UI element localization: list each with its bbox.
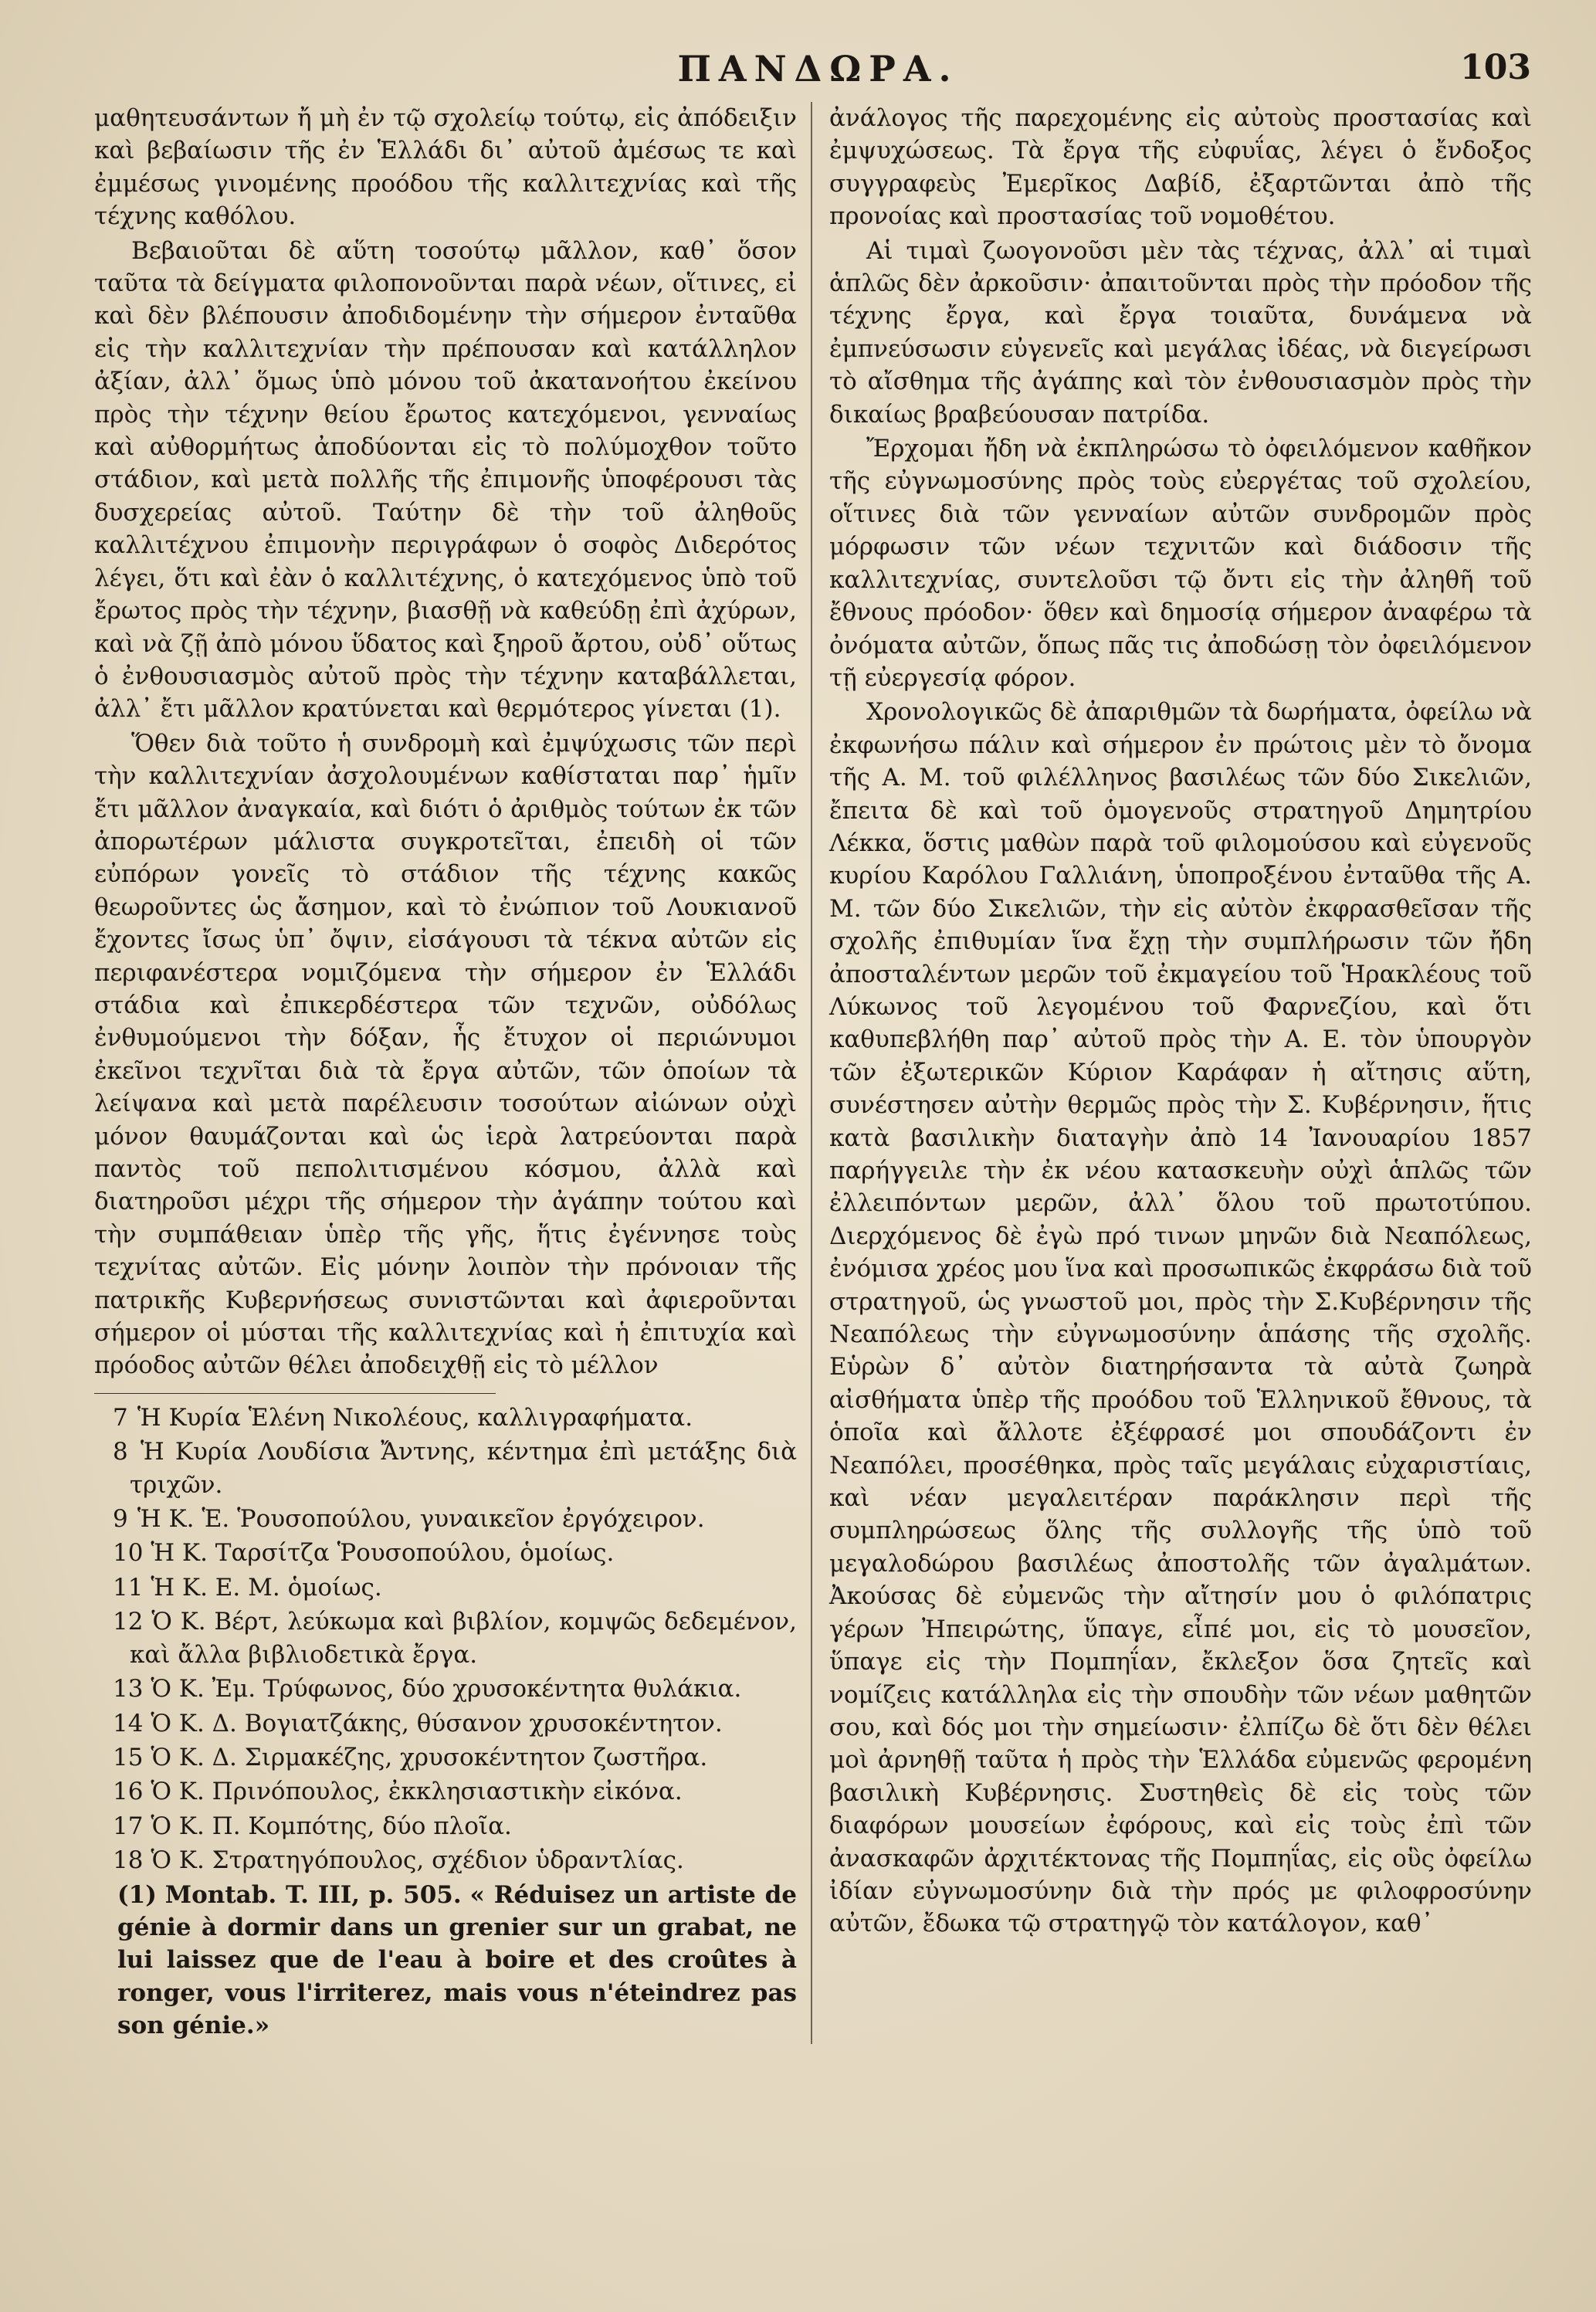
- donor-text: Ὁ Κ. Βέρτ, λεύκωμα καὶ βιβλίον, κομψῶς δεδεμένον, καὶ ἄλλα βιβλιοδετικὰ ἔργα.: [130, 1608, 797, 1669]
- source-marker: (1): [117, 1880, 157, 1909]
- two-column-body: [94, 102, 1542, 2044]
- donor-item: [94, 1436, 797, 1501]
- donor-text: Ὁ Κ. Δ. Σιρμακέζης, χρυσοκέντητον ζωστῆρα.: [151, 1743, 708, 1771]
- donor-number: 13: [113, 1675, 144, 1703]
- donor-text: Ἡ Κυρία Λουδίσια Ἄντνης, κέντημα ἐπὶ μετάξης διὰ τριχῶν.: [130, 1438, 798, 1499]
- donor-text: Ἡ Κυρία Ἑλένη Νικολέους, καλλιγραφήματα.: [137, 1403, 693, 1432]
- donor-number: 15: [113, 1743, 144, 1771]
- source-quote: « Réduisez un artiste de génie à dormir dans un grenier sur un grabat, ne lui laissez que de l'eau à boire et des croûtes à ronger, vous l'irriterez, mais vous n'éteindrez pas son génie.»: [117, 1880, 797, 2040]
- donor-item: [94, 1775, 797, 1808]
- page-header: [94, 48, 1542, 102]
- donor-text: Ἡ Κ. Ε. Μ. ὁμοίως.: [151, 1573, 382, 1602]
- left-paragraph-1: μαθητευσάντων ἤ μὴ ἐν τῷ σχολείῳ τούτῳ, εἰς ἀπόδειξιν καὶ βεβαίωσιν τῆς ἐν Ἑλλάδι δι᾽ αὐτοῦ ἀμέσως τε καὶ ἐμμέσως γινομένης προόδου τῆς καλλιτεχνίας καὶ τῆς τέχνης καθόλου.: [94, 104, 797, 231]
- right-column: [829, 102, 1532, 1942]
- donor-item: [94, 1402, 797, 1434]
- donor-item: [94, 1673, 797, 1705]
- page-number: 103: [1460, 48, 1531, 87]
- donor-item: [94, 1605, 797, 1671]
- donor-text: Ὁ Κ. Π. Κομπότης, δύο πλοῖα.: [151, 1812, 512, 1840]
- donor-number: 11: [113, 1573, 144, 1602]
- donor-number: 16: [113, 1778, 144, 1806]
- donor-number: 10: [113, 1539, 144, 1568]
- running-title: ΠΑΝΔΩΡΑ.: [677, 48, 959, 90]
- column-divider: [811, 102, 812, 2044]
- donor-text: Ὁ Κ. Ἐμ. Τρύφωνος, δύο χρυσοκέντητα θυλάκια.: [151, 1675, 742, 1703]
- donor-number: 9: [113, 1505, 128, 1534]
- donor-item: [94, 1571, 797, 1604]
- donor-number: 12: [113, 1608, 144, 1636]
- donor-item: [94, 1741, 797, 1774]
- right-paragraph-4: Χρονολογικῶς δὲ ἀπαριθμῶν τὰ δωρήματα, ὀφείλω νὰ ἐκφωνήσω πάλιν καὶ σήμερον ἐν πρώτοις μὲν τὸ ὄνομα τῆς Α. Μ. τοῦ φιλέλληνος βασιλέως τῶν δύο Σικελιῶν, ἔπειτα δὲ καὶ τοῦ ὁμογενοῦς στρατηγοῦ Δημητρίου Λέκκα, ὅστις μαθὼν παρὰ τοῦ φιλομούσου καὶ εὐγενοῦς κυρίου Καρόλου Γαλλιάνη, ὑποπροξένου ἐνταῦθα τῆς Α. Μ. τῶν δύο Σικελιῶν, τὴν εἰς αὐτὸν ἐκφρασθεῖσαν τῆς σχολῆς ἐπιθυμίαν ἵνα ἔχῃ τὴν συμπλήρωσιν τῶν ἤδη ἀποσταλέντων μερῶν τοῦ ἐκμαγείου τοῦ Ἡρακλέους τοῦ Λύκωνος τοῦ λεγομένου τοῦ Φαρνεζίου, καὶ ὅτι καθυπεβλήθη παρ᾽ αὐτοῦ πρὸς τὴν Α. Ε. τὸν ὑπουργὸν τῶν ἐξωτερικῶν Κύριον Καράφαν ἡ αἴτησις αὕτη, συνέστησεν αὐτὴν θερμῶς πρὸς τὴν Σ. Κυβέρνησιν, ἥτις κατὰ βασιλικὴν διαταγὴν ἀπὸ 14 Ἰανουαρίου 1857 παρήγγειλε τὴν ἐκ νέου κατασκευὴν οὐχὶ ἁπλῶς τῶν ἐλλειπόντων μερῶν, ἀλλ᾽ ὅλου τοῦ πρωτοτύπου. Διερχόμενος δὲ ἐγὼ πρό τινων μηνῶν διὰ Νεαπόλεως, ἐνόμισα χρέος μου ἵνα καὶ προσωπικῶς ἐκφράσω διὰ τοῦ στρατηγοῦ, ὡς γνωστοῦ μοι, πρὸς τὴν Σ.Κυβέρνησιν τῆς Νεαπόλεως τὴν εὐγνωμοσύνην ἁπάσης τῆς σχολῆς. Εὑρὼν δ᾽ αὐτὸν διατηρήσαντα τὰ αὐτὰ ζωηρὰ αἰσθήματα ὑπὲρ τῆς προόδου τοῦ Ἑλληνικοῦ ἔθνους, τὰ ὁποῖα καὶ ἄλλοτε ἐξέφρασέ μοι σπουδάζοντι ἐν Νεαπόλει, προσέθηκα, πρὸς ταῖς μεγάλαις εὐχαριστίαις, καὶ νέαν μεγαλειτέραν παράκλησιν περὶ τῆς συμπληρώσεως ὅλης τῆς συλλογῆς τῆς ὑπὸ τοῦ μεγαλοδώρου βασιλέως ἀποστολῆς τῶν ἀγαλμάτων. Ἀκούσας δὲ εὐμενῶς τὴν αἴτησίν μου ὁ φιλόπατρις γέρων Ἠπειρώτης, ὕπαγε, εἶπέ μοι, εἰς τὸ μουσεῖον, ὕπαγε εἰς τὴν Πομπηΐαν, ἔκλεξον ὅσα ζητεῖς καὶ νομίζεις κατάλληλα εἰς τὴν σπουδὴν τῶν νέων μαθητῶν σου, καὶ δός μοι τὴν σημείωσιν· ἐλπίζω δὲ ὅτι δὲν θέλει μοὶ ἀρνηθῇ ταῦτα ἡ πρὸς τὴν Ἑλλάδα εὐμενῶς φερομένη βασιλικὴ Κυβέρνησις. Συστηθεὶς δὲ εἰς τοὺς τῶν διαφόρων μουσείων ἐφόρους, καὶ εἰς τοὺς ἐπὶ τῶν ἀνασκαφῶν ἀρχιτέκτονας τῆς Πομπηΐας, εἰς οὓς ὀφείλω ἰδίαν εὐγνωμοσύνην διὰ τὴν πρός με φιλοφροσύνην αὐτῶν, ἔδωκα τῷ στρατηγῷ τὸν κατάλογον, καθ᾽: [829, 698, 1532, 1938]
- source-reference: Montab. T. III, p. 505.: [164, 1880, 462, 1909]
- donor-item: [94, 1503, 797, 1535]
- left-paragraph-2: Βεβαιοῦται δὲ αὕτη τοσούτῳ μᾶλλον, καθ᾽ ὅσον ταῦτα τὰ δείγματα φιλοπονοῦνται παρὰ νέων, οἵτινες, εἰ καὶ δὲν βλέπουσιν ἀποδιδομένην τὴν σήμερον ἐνταῦθα εἰς τὴν καλλιτεχνίαν τὴν πρέπουσαν καὶ κατάλληλον ἀξίαν, ἀλλ᾽ ὅμως ὑπὸ μόνου τοῦ ἀκατανοήτου ἐκείνου πρὸς τὴν τέχνην θείου ἔρωτος κατεχόμενοι, γενναίως καὶ αὐθορμήτως ἀποδύονται εἰς τὸ πολύμοχθον τοῦτο στάδιον, καὶ μετὰ πολλῆς τῆς ἐπιμονῆς ὑποφέρουσι τὰς δυσχερείας αὐτοῦ. Ταύτην δὲ τὴν τοῦ ἀληθοῦς καλλιτέχνου ἐπιμονὴν περιγράφων ὁ σοφὸς Διδερότος λέγει, ὅτι καὶ ἐὰν ὁ καλλιτέχνης, ὁ κατεχόμενος ὑπὸ τοῦ ἔρωτος πρὸς τὴν τέχνην, βιασθῇ νὰ καθεύδῃ ἐπὶ ἀχύρων, καὶ νὰ ζῇ ἀπὸ μόνου ὕδατος καὶ ξηροῦ ἄρτου, οὐδ᾽ οὕτως ὁ ἐνθουσιασμὸς αὐτοῦ πρὸς τὴν τέχνην καταβάλλεται, ἀλλ᾽ ἔτι μᾶλλον κρατύνεται καὶ θερμότερος γίνεται (1).: [94, 236, 797, 724]
- donor-text: Ἡ Κ. Ταρσίτζα Ῥουσοπούλου, ὁμοίως.: [151, 1539, 615, 1568]
- right-paragraph-1: ἀνάλογος τῆς παρεχομένης εἰς αὐτοὺς προστασίας καὶ ἐμψυχώσεως. Τὰ ἔργα τῆς εὐφυΐας, λέγει ὁ ἔνδοξος συγγραφεὺς Ἐμερῖκος Δαβίδ, ἐξαρτῶνται ἀπὸ τῆς προνοίας καὶ προστασίας τοῦ νομοθέτου.: [829, 104, 1532, 231]
- donor-number: 18: [113, 1846, 144, 1875]
- donor-item: [94, 1844, 797, 1876]
- donor-list: [94, 1402, 797, 2042]
- donor-number: 17: [113, 1812, 144, 1840]
- right-paragraph-2: Αἱ τιμαὶ ζωογονοῦσι μὲν τὰς τέχνας, ἀλλ᾽ αἱ τιμαὶ ἁπλῶς δὲν ἀρκοῦσιν· ἀπαιτοῦνται πρὸς τὴν πρόοδον τῆς τέχνης ἔργα, καὶ ἔργα τοιαῦτα, δυνάμενα νὰ ἐμπνεύσωσιν εὐγενεῖς καὶ μεγάλας ἰδέας, νὰ διεγείρωσι τὸ αἴσθημα τῆς ἀγάπης καὶ τὸν ἐνθουσιασμὸν πρὸς τὴν δικαίως βραβεύουσαν πατρίδα.: [829, 236, 1532, 429]
- left-column: [94, 102, 797, 2044]
- donor-number: 14: [113, 1709, 144, 1737]
- donor-item: [94, 1810, 797, 1842]
- donor-text: Ἡ Κ. Ἑ. Ῥουσοπούλου, γυναικεῖον ἐργόχειρον.: [137, 1505, 705, 1534]
- source-footnote: [94, 1879, 797, 2042]
- left-paragraph-3: Ὅθεν διὰ τοῦτο ἡ συνδρομὴ καὶ ἐμψύχωσις τῶν περὶ τὴν καλλιτεχνίαν ἀσχολουμένων καθίσταται παρ᾽ ἡμῖν ἔτι μᾶλλον ἀναγκαία, καὶ διότι ὁ ἀριθμὸς τούτων ἐκ τῶν ἀπορωτέρων μάλιστα συγκροτεῖται, ἐπειδὴ οἱ τῶν εὐπόρων γονεῖς τὸ στάδιον τῆς τέχνης κακῶς θεωροῦντες ὡς ἄσημον, καὶ τὸ ἐνώπιον τοῦ Λουκιανοῦ ἔχοντες ἴσως ὑπ᾽ ὄψιν, εἰσάγουσι τὰ τέκνα αὐτῶν εἰς περιφανέστερα νομιζόμενα τὴν σήμερον ἐν Ἑλλάδι στάδια καὶ ἐπικερδέστερα τῶν τεχνῶν, οὐδόλως ἐνθυμούμενοι τὴν δόξαν, ἧς ἔτυχον οἱ περιώνυμοι ἐκεῖνοι τεχνῖται διὰ τὰ ἔργα αὐτῶν, τῶν ὁποίων τὰ λείψανα καὶ μετὰ παρέλευσιν τοσούτων αἰώνων οὐχὶ μόνον θαυμάζονται καὶ ὡς ἱερὰ λατρεύονται παρὰ παντὸς τοῦ πεπολιτισμένου κόσμου, ἀλλὰ καὶ διατηροῦσι μέχρι τῆς σήμερον τὴν ἀγάπην τούτου καὶ τὴν συμπάθειαν ὑπὲρ τῆς γῆς, ἥτις ἐγέννησε τοὺς τεχνίτας αὐτῶν. Εἰς μόνην λοιπὸν τὴν πρόνοιαν τῆς πατρικῆς Κυβερνήσεως συνιστῶνται καὶ ἀφιεροῦνται σήμερον οἱ μύσται τῆς καλλιτεχνίας καὶ ἡ ἐπιτυχία καὶ πρόοδος αὐτῶν θέλει ἀποδειχθῇ εἰς τὸ μέλλον: [94, 729, 797, 1380]
- footnote-rule: [94, 1393, 496, 1402]
- donor-text: Ὁ Κ. Πρινόπουλος, ἐκκλησιαστικὴν εἰκόνα.: [151, 1778, 683, 1806]
- donor-text: Ὁ Κ. Δ. Βογιατζάκης, θύσανον χρυσοκέντητον.: [151, 1709, 723, 1737]
- donor-item: [94, 1537, 797, 1569]
- right-paragraph-3: Ἔρχομαι ἤδη νὰ ἐκπληρώσω τὸ ὀφειλόμενον καθῆκον τῆς εὐγνωμοσύνης πρὸς τοὺς εὐεργέτας τοῦ σχολείου, οἵτινες διὰ τῶν γενναίων αὐτῶν συνδρομῶν πρὸς μόρφωσιν τῶν νέων τεχνιτῶν καὶ διάδοσιν τῆς καλλιτεχνίας, συντελοῦσι τῷ ὄντι εἰς τὴν ἀληθῆ τοῦ ἔθνους πρόοδον· ὅθεν καὶ δημοσίᾳ σήμερον ἀναφέρω τὰ ὀνόματα αὐτῶν, ὅπως πᾶς τις ἀποδώσῃ τὸν ὀφειλόμενον τῇ εὐεργεσίᾳ φόρον.: [829, 435, 1532, 692]
- donor-number: 7: [113, 1403, 128, 1432]
- donor-number: 8: [113, 1438, 128, 1466]
- donor-text: Ὁ Κ. Στρατηγόπουλος, σχέδιον ὑδραντλίας.: [151, 1846, 684, 1875]
- donor-item: [94, 1707, 797, 1740]
